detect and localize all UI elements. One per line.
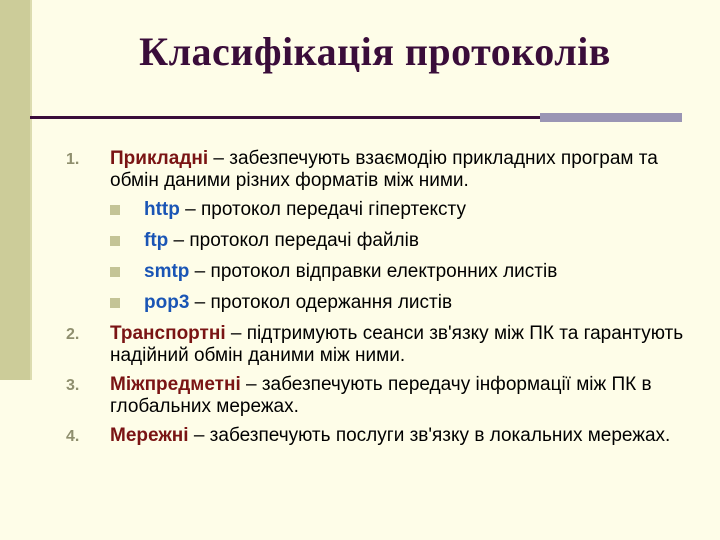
sub-item-text: – протокол одержання листів bbox=[189, 292, 453, 313]
item-text: – забезпечують передачу інформації між ПК в глобальних мережах. bbox=[110, 374, 652, 417]
sub-item-pop3 bbox=[66, 292, 696, 314]
item-number: 1. bbox=[66, 151, 80, 168]
item-term: Прикладні bbox=[110, 148, 209, 169]
square-bullet-icon bbox=[110, 236, 120, 246]
sub-item-term: pop3 bbox=[144, 292, 190, 313]
square-bullet-icon bbox=[110, 267, 120, 277]
sub-item-ftp bbox=[66, 230, 696, 252]
sub-item-text: – протокол передачі файлів bbox=[168, 230, 419, 251]
item-number: 4. bbox=[66, 428, 80, 445]
item-text: – підтримують сеанси зв'язку між ПК та гарантують надійний обмін даними між ними. bbox=[110, 323, 684, 366]
title-divider-line bbox=[30, 116, 540, 119]
list-item-2 bbox=[66, 323, 696, 367]
item-text: – забезпечують послуги зв'язку в локальних мережах. bbox=[188, 425, 671, 446]
slide-content bbox=[66, 148, 696, 454]
sub-item-smtp bbox=[66, 261, 696, 283]
left-sidebar-bar bbox=[0, 0, 30, 380]
sub-item-text: – протокол передачі гіпертексту bbox=[179, 199, 466, 220]
title-divider-accent bbox=[540, 113, 682, 122]
list-item-3 bbox=[66, 374, 696, 418]
sub-item-term: http bbox=[144, 199, 180, 220]
square-bullet-icon bbox=[110, 298, 120, 308]
item-term: Мережні bbox=[110, 425, 189, 446]
sub-item-http bbox=[66, 199, 696, 221]
item-term: Транспортні bbox=[110, 323, 226, 344]
item-text: – забезпечують взаємодію прикладних програм та обмін даними різних форматів між ними. bbox=[110, 148, 658, 191]
item-term: Міжпредметні bbox=[110, 374, 241, 395]
sub-item-text: – протокол відправки електронних листів bbox=[189, 261, 558, 282]
list-item-1 bbox=[66, 148, 696, 192]
square-bullet-icon bbox=[110, 205, 120, 215]
item-number: 3. bbox=[66, 377, 80, 394]
slide-title: Класифікація протоколів bbox=[139, 29, 611, 74]
list-item-4 bbox=[66, 425, 696, 447]
sub-item-term: smtp bbox=[144, 261, 190, 282]
sub-item-term: ftp bbox=[144, 230, 169, 251]
item-number: 2. bbox=[66, 326, 80, 343]
